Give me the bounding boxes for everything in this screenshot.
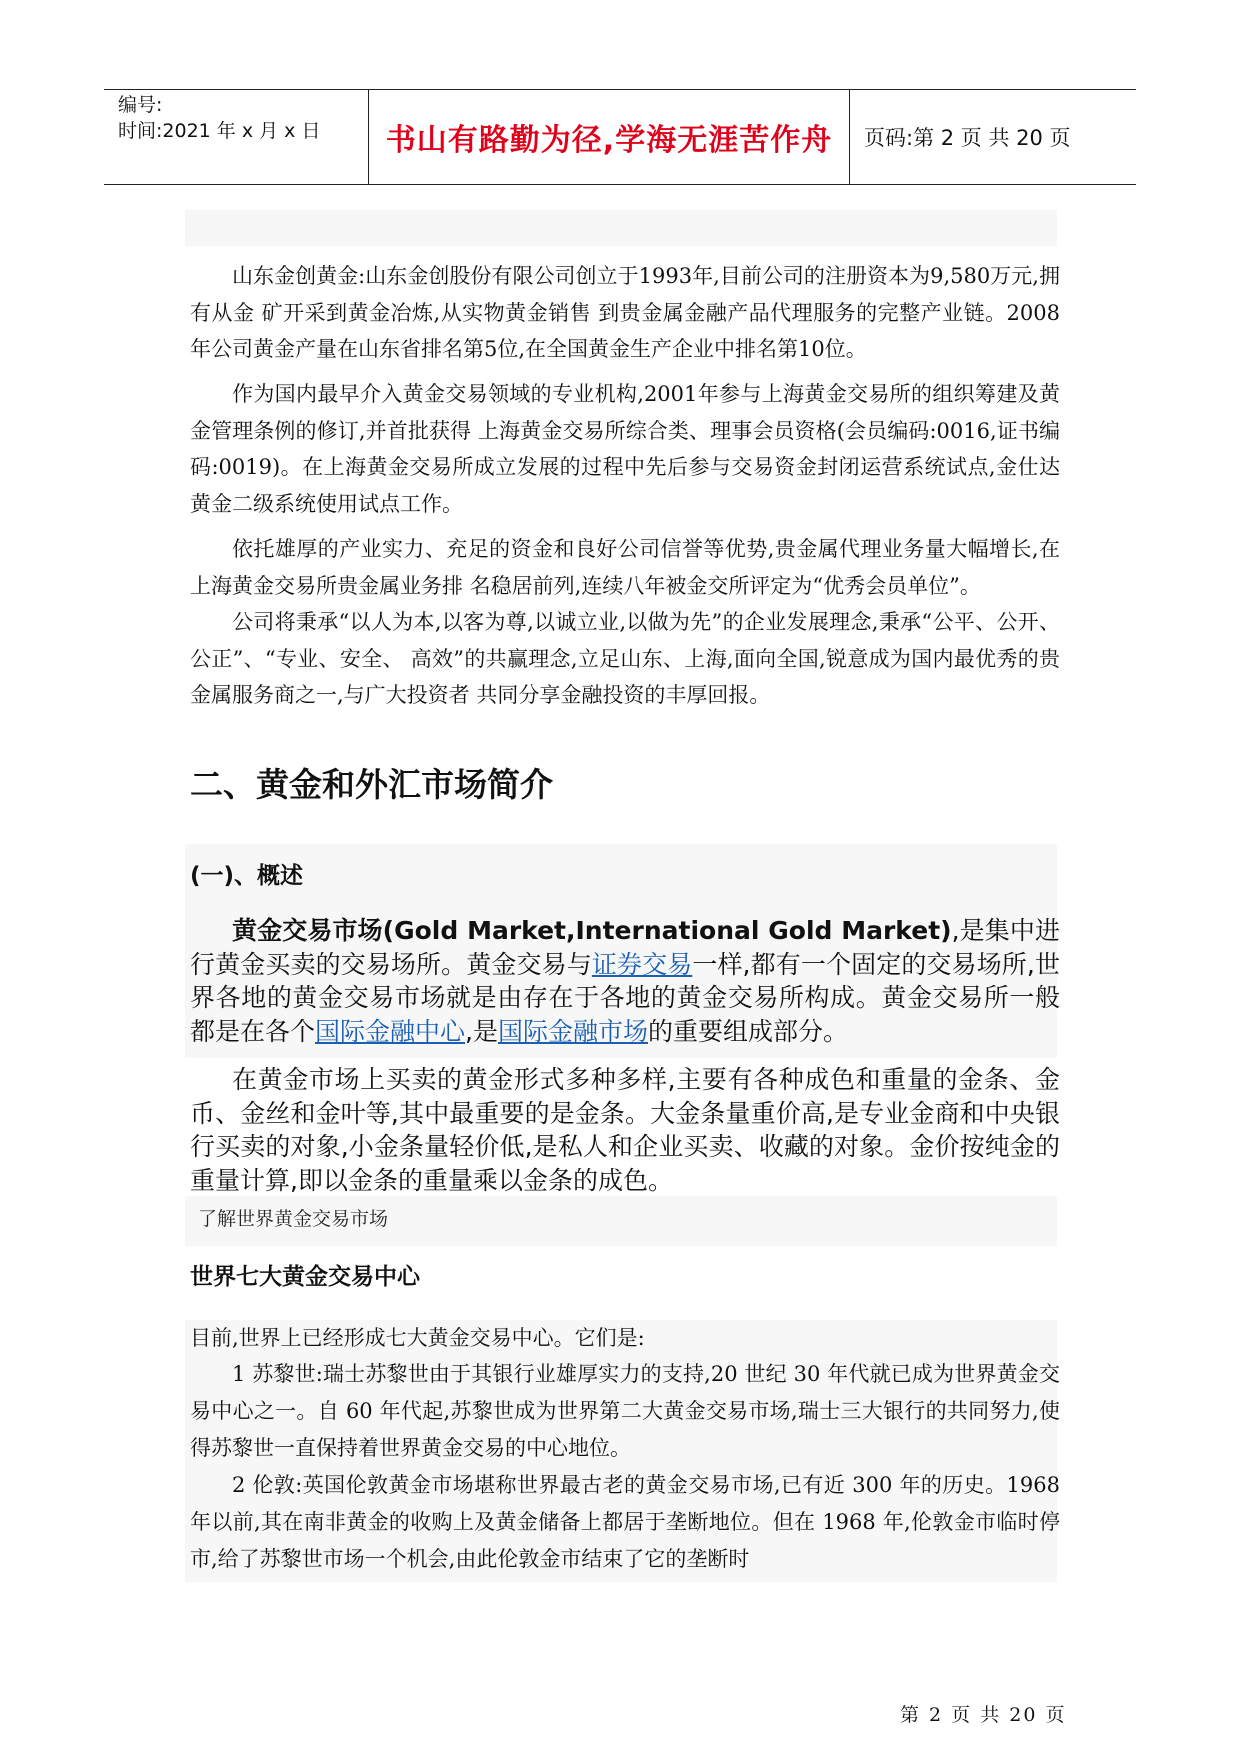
gold-forms-paragraph: 在黄金市场上买卖的黄金形式多种多样,主要有各种成色和重量的金条、金币、金丝和金叶等,其中最重要的是金条。大金条量重价高,是专业金商和中央银行买卖的对象,小金条量轻价低,是私人和企业买卖、收藏的对象。金价按纯金的重量计算,即以金条的重量乘以金条的成色。 — [190, 1065, 1060, 1195]
link-intl-finance-center[interactable]: 国际金融中心 — [315, 1016, 466, 1046]
centers-intro: 目前,世界上已经形成七大黄金交易中心。它们是: — [190, 1326, 645, 1350]
header-page-label: 页码:第 2 页 共 20 页 — [864, 126, 1071, 150]
company-paragraph-2: 作为国内最早介入黄金交易领域的专业机构,2001年参与上海黄金交易所的组织筹建及黄金管理条例的修订,并首批获得 上海黄金交易所综合类、理事会员资格(会员编码:0016,证书编码:0019)。在上海黄金交易所成立发展的过程中先后参与交易资金封闭运营系统试点,金仕达黄金二级系统使用试点工作。 — [190, 382, 1060, 516]
page-header — [104, 89, 1136, 185]
header-motto: 书山有路勤为径,学海无涯苦作舟 — [368, 90, 850, 184]
overview-lead: 黄金交易市场(Gold Market,International Gold Market) — [232, 916, 952, 945]
link-intl-finance-market[interactable]: 国际金融市场 — [497, 1016, 648, 1046]
world-market-note: 了解世界黄金交易市场 — [198, 1208, 389, 1230]
company-paragraph-3: 依托雄厚的产业实力、充足的资金和良好公司信誉等优势,贵金属代理业务量大幅增长,在上海黄金交易所贵金属业务排 名稳居前列,连续八年被金交所评定为“优秀会员单位”。 — [190, 537, 1060, 598]
link-securities-trading[interactable]: 证券交易 — [591, 949, 693, 979]
company-paragraph-1: 山东金创黄金:山东金创股份有限公司创立于1993年,目前公司的注册资本为9,580万元,拥有从金 矿开采到黄金冶炼,从实物黄金销售 到贵金属金融产品代理服务的完整产业链。2008年公司黄金产量在山东省排名第5位,在全国黄金生产企业中排名第10位。 — [190, 264, 1060, 361]
doc-number-label: 编号: — [118, 94, 163, 116]
page-footer: 第 2 页 共 20 页 — [900, 1704, 1067, 1726]
centers-title: 世界七大黄金交易中心 — [190, 1264, 420, 1290]
subsection-title: (一)、概述 — [190, 863, 304, 889]
section-title: 二、黄金和外汇市场简介 — [190, 765, 553, 804]
center-zurich: 1 苏黎世:瑞士苏黎世由于其银行业雄厚实力的支持,20 世纪 30 年代就已成为世界黄金交易中心之一。自 60 年代起,苏黎世成为世界第二大黄金交易市场,瑞士三大银行的共同努力,使得苏黎世一直保持着世界黄金交易的中心地位。 — [190, 1362, 1060, 1460]
overview-text-2: 一样,都有一个固定的交易场所,世界各地的黄金交易市场就是由存在于各地的黄金交易所构成。黄金交易所一般都是在各个 — [190, 949, 1060, 1046]
overview-text-1: ,是集中进行黄金买卖的交易场所。黄金交易与 — [190, 916, 1061, 979]
company-paragraph-4: 公司将秉承“以人为本,以客为尊,以诚立业,以做为先”的企业发展理念,秉承“公平、公开、公正”、“专业、安全、 高效”的共赢理念,立足山东、上海,面向全国,锐意成为国内最优秀的贵金属服务商之一,与广大投资者 共同分享金融投资的丰厚回报。 — [190, 610, 1060, 707]
overview-paragraph — [190, 914, 1060, 1048]
shaded-band-top — [185, 210, 1057, 246]
doc-time-label: 时间:2021 年 x 月 x 日 — [118, 120, 321, 142]
overview-text-4: 的重要组成部分。 — [648, 1016, 849, 1046]
center-london: 2 伦敦:英国伦敦黄金市场堪称世界最古老的黄金交易市场,已有近 300 年的历史。1968 年以前,其在南非黄金的收购上及黄金储备上都居于垄断地位。但在 1968 年,伦敦金市临时停市,给了苏黎世市场一个机会,由此伦敦金市结束了它的垄断时 — [190, 1473, 1060, 1571]
overview-text-3: ,是 — [465, 1016, 498, 1046]
